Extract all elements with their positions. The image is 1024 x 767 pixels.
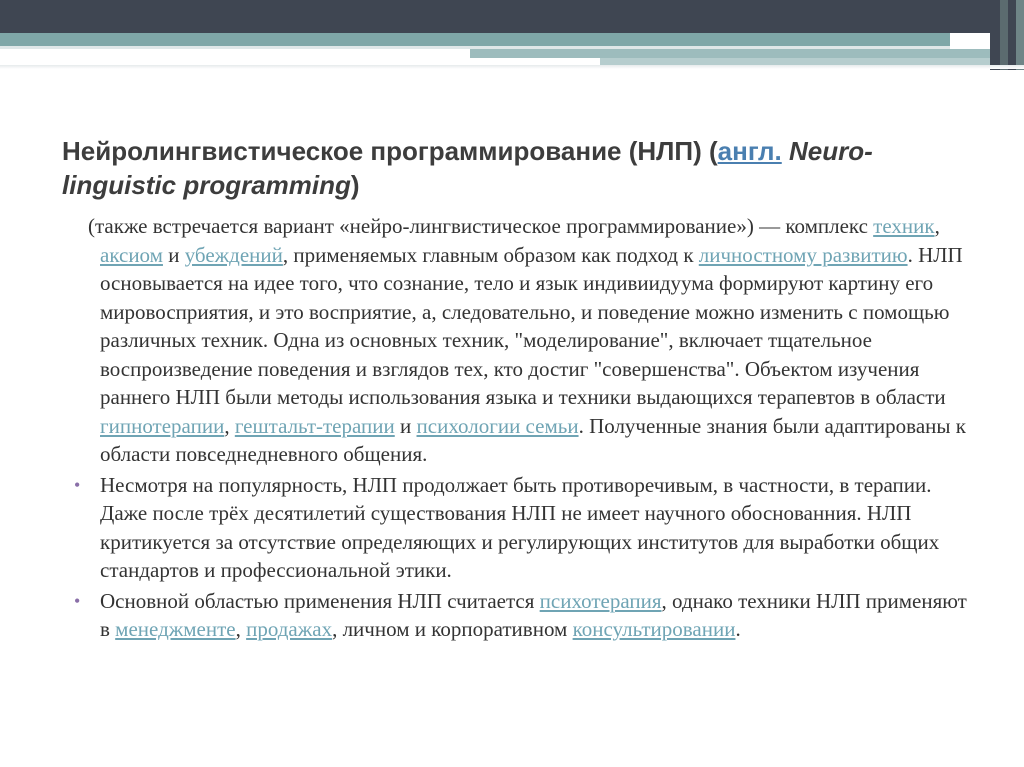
link-axioms[interactable]: аксиом [100, 242, 163, 267]
link-gestalt-therapy[interactable]: гештальт-терапии [234, 413, 395, 438]
link-management[interactable]: менеджменте [115, 617, 236, 641]
text-segment: . [735, 617, 741, 641]
text-segment: . Полученные знания были адаптированы к области повседнедневного общения. [100, 413, 966, 466]
header-right-stripes [990, 0, 1024, 70]
link-consulting[interactable]: консультировании [572, 617, 736, 641]
title-close: ) [350, 170, 360, 200]
text-segment: , однако техники НЛП применяют в [100, 588, 967, 641]
title-lang-link[interactable]: англ. [717, 136, 782, 166]
link-sales[interactable]: продажах [246, 617, 333, 641]
bullet-text: Несмотря на популярность, НЛП продолжает быть противоречивым, в частности, в терапии. Даже после трёх десятилетий существования НЛП не имеет научного обоснованния. НЛП критикуется за отсутствие определяющих и регулирующих институтов для выработки общих стандартов и профессиональной этики. [100, 472, 940, 582]
text-segment: , [235, 617, 247, 641]
header-bar-dark [0, 0, 1024, 33]
link-hypnotherapy[interactable]: гипнотерапии [100, 413, 225, 438]
text-segment: , [224, 413, 235, 438]
header-shadow [0, 65, 1024, 69]
text-segment: и [394, 413, 417, 438]
text-segment: (также встречается вариант «нейро-лингвистическое программирование») — комплекс [88, 214, 874, 238]
bullet-icon: • [74, 474, 81, 495]
text-segment: Основной областью применения НЛП считается [100, 588, 540, 613]
link-personal-development[interactable]: личностному развитию [698, 242, 908, 267]
title-main: Нейролингвистическое программирование (НЛП) ( [62, 136, 718, 166]
header-bar-teal-light [600, 58, 1000, 65]
bullet-icon: • [74, 590, 81, 611]
header-bar-teal [0, 33, 950, 46]
text-segment: , личном и корпоративном [332, 617, 573, 641]
text-segment: , применяемых главным образом как подход к [282, 242, 699, 267]
paragraph-intro [88, 212, 980, 469]
slide-title [62, 134, 962, 202]
text-segment: , [934, 214, 940, 238]
link-family-psychology[interactable]: психологии семьи [416, 413, 579, 438]
bullet-item-applications [74, 587, 980, 644]
text-segment: и [162, 242, 185, 267]
title-english: Neuro-linguistic programming [62, 136, 873, 200]
link-psychotherapy[interactable]: психотерапия [539, 588, 662, 613]
slide-body [74, 212, 980, 644]
bullet-item-controversy [74, 471, 980, 585]
text-segment: . НЛП основывается на идее того, что сознание, тело и язык индивиидуума формируют картину его мировосприятия, и это восприятие, а, следовательно, и поведение можно изменить с помощью различных техник. Одна из основных техник, "моделирование", включает тщательное воспроизведение поведения и взглядов тех, кто достиг "совершенства". Объектом изучения раннего НЛП были методы использования языка и техники выдающихся терапевтов в области [100, 242, 963, 409]
link-techniques[interactable]: техник [873, 214, 935, 238]
header-bar-teal-accent [470, 49, 990, 58]
link-beliefs[interactable]: убеждений [184, 242, 283, 267]
